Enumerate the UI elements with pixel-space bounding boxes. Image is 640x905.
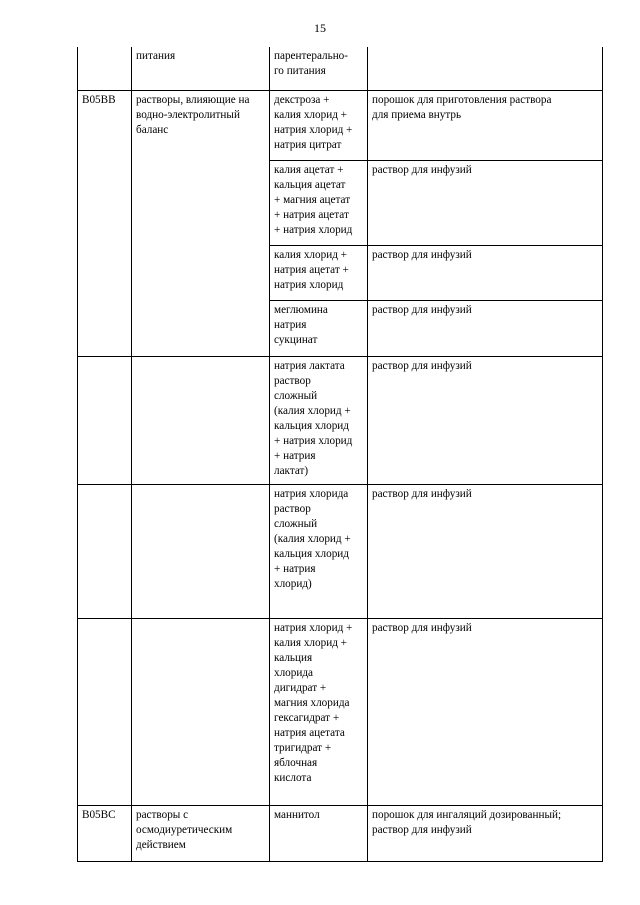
atc-code-cell: B05BC bbox=[78, 805, 132, 861]
substance-cell: маннитол bbox=[270, 805, 368, 861]
group-cell bbox=[132, 618, 270, 805]
drug-table bbox=[77, 47, 603, 862]
table-row bbox=[78, 805, 603, 861]
group-cell bbox=[132, 484, 270, 618]
atc-code-cell: B05BB bbox=[78, 90, 132, 356]
substance-cell: натрия хлорида раствор сложный (калия хлорид + кальция хлорид + натрия хлорид) bbox=[270, 484, 368, 618]
atc-code-cell bbox=[78, 356, 132, 484]
substance-cell: калия ацетат + кальция ацетат + магния ацетат + натрия ацетат + натрия хлорид bbox=[270, 160, 368, 245]
table-row bbox=[78, 356, 603, 484]
dosage-form-cell bbox=[368, 47, 603, 90]
page-number: 15 bbox=[314, 21, 326, 35]
dosage-form-cell: раствор для инфузий bbox=[368, 160, 603, 245]
table-row bbox=[78, 90, 603, 160]
table-row bbox=[78, 484, 603, 618]
dosage-form-cell: раствор для инфузий bbox=[368, 245, 603, 300]
atc-code-cell bbox=[78, 618, 132, 805]
substance-cell: декстроза + калия хлорид + натрия хлорид + натрия цитрат bbox=[270, 90, 368, 160]
dosage-form-cell: порошок для ингаляций дозированный; раствор для инфузий bbox=[368, 805, 603, 861]
substance-cell: парентерально- го питания bbox=[270, 47, 368, 90]
group-cell: питания bbox=[132, 47, 270, 90]
dosage-form-cell: раствор для инфузий bbox=[368, 484, 603, 618]
group-cell: растворы с осмодиуретическим действием bbox=[132, 805, 270, 861]
atc-code-cell bbox=[78, 47, 132, 90]
group-cell: растворы, влияющие на водно-электролитный баланс bbox=[132, 90, 270, 356]
table-row bbox=[78, 618, 603, 805]
substance-cell: натрия лактата раствор сложный (калия хлорид + кальция хлорид + натрия хлорид + натрия лактат) bbox=[270, 356, 368, 484]
substance-cell: калия хлорид + натрия ацетат + натрия хлорид bbox=[270, 245, 368, 300]
dosage-form-cell: раствор для инфузий bbox=[368, 618, 603, 805]
dosage-form-cell: порошок для приготовления раствора для приема внутрь bbox=[368, 90, 603, 160]
group-cell bbox=[132, 356, 270, 484]
substance-cell: натрия хлорид + калия хлорид + кальция хлорида дигидрат + магния хлорида гексагидрат + натрия ацетата тригидрат + яблочная кислота bbox=[270, 618, 368, 805]
dosage-form-cell: раствор для инфузий bbox=[368, 356, 603, 484]
table-row bbox=[78, 47, 603, 90]
substance-cell: меглюмина натрия сукцинат bbox=[270, 300, 368, 356]
atc-code-cell bbox=[78, 484, 132, 618]
dosage-form-cell: раствор для инфузий bbox=[368, 300, 603, 356]
